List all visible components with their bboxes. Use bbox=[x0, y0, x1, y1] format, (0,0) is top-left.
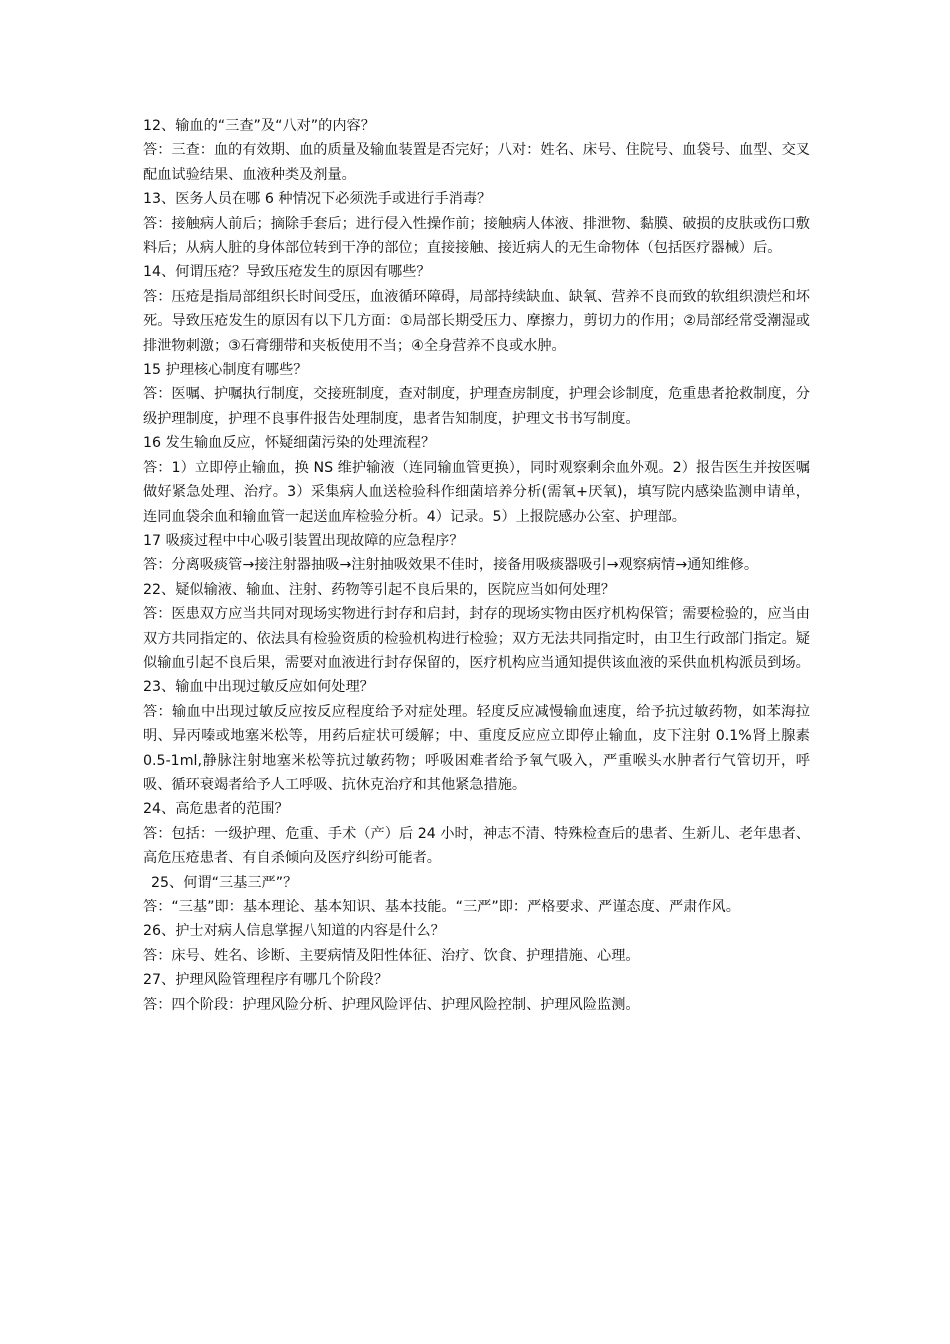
answer-12: 答：三查：血的有效期、血的质量及输血装置是否完好；八对：姓名、床号、住院号、血袋号、血型、交叉配血试验结果、血液种类及剂量。 bbox=[143, 142, 810, 183]
qa-item-16 bbox=[143, 431, 810, 529]
qa-item-15 bbox=[143, 358, 810, 431]
answer-16: 答：1）立即停止输血，换 NS 维护输液（连同输血管更换），同时观察剩余血外观。2）报告医生并按医嘱做好紧急处理、治疗。3）采集病人血送检验科作细菌培养分析(需氧+厌氧)，填写院内感染监测申请单，连同血袋余血和输血管一起送血库检验分析。4）记录。5）上报院感办公室、护理部。 bbox=[143, 459, 810, 525]
answer-26: 答：床号、姓名、诊断、主要病情及阳性体征、治疗、饮食、护理措施、心理。 bbox=[143, 947, 640, 964]
question-17: 17 吸痰过程中中心吸引装置出现故障的应急程序？ bbox=[143, 532, 464, 549]
qa-item-23 bbox=[143, 675, 815, 797]
answer-13: 答：接触病人前后；摘除手套后；进行侵入性操作前；接触病人体液、排泄物、黏膜、破损的皮肤或伤口敷料后；从病人脏的身体部位转到干净的部位；直接接触、接近病人的无生命物体（包括医疗器械）后。 bbox=[143, 215, 810, 257]
qa-item-22 bbox=[143, 578, 810, 676]
qa-item-24 bbox=[143, 797, 810, 870]
question-12: 12、输血的“三查”及“八对”的内容？ bbox=[143, 118, 375, 134]
question-22: 22、疑似输液、输血、注射、药物等引起不良后果的，医院应当如何处理？ bbox=[143, 581, 616, 598]
qa-item-25 bbox=[143, 871, 810, 920]
question-14: 14、何谓压疮？导致压疮发生的原因有哪些？ bbox=[143, 264, 431, 281]
answer-24: 答：包括：一级护理、危重、手术（产）后 24 小时，神志不清、特殊检查后的患者、生新儿、老年患者、高危压疮患者、有自杀倾向及医疗纠纷可能者。 bbox=[143, 825, 810, 867]
answer-25: 答：“三基”即：基本理论、基本知识、基本技能。“三严”即：严格要求、严谨态度、严肃作风。 bbox=[143, 899, 740, 915]
question-16: 16 发生输血反应，怀疑细菌污染的处理流程？ bbox=[143, 435, 436, 452]
qa-item-27 bbox=[143, 968, 810, 1017]
question-24: 24、高危患者的范围？ bbox=[143, 801, 289, 818]
question-23: 23、输血中出现过敏反应如何处理？ bbox=[143, 679, 374, 696]
qa-item-14 bbox=[143, 260, 810, 358]
answer-14: 答：压疮是指局部组织长时间受压，血液循环障碍，局部持续缺血、缺氧、营养不良而致的软组织溃烂和坏死。导致压疮发生的原因有以下几方面：①局部长期受压力、摩擦力，剪切力的作用；②局部经常受潮湿或排泄物刺激；③石膏绷带和夹板使用不当；④全身营养不良或水肿。 bbox=[143, 288, 810, 354]
answer-22: 答：医患双方应当共同对现场实物进行封存和启封，封存的现场实物由医疗机构保管；需要检验的，应当由双方共同指定的、依法具有检验资质的检验机构进行检验；双方无法共同指定时，由卫生行政部门指定。疑似输血引起不良后果，需要对血液进行封存保留的，医疗机构应当通知提供该血液的采供血机构派员到场。 bbox=[143, 606, 810, 671]
question-25: 25、何谓“三基三严”？ bbox=[151, 874, 298, 891]
question-13: 13、医务人员在哪 6 种情况下必须洗手或进行手消毒？ bbox=[143, 191, 492, 208]
question-26: 26、护士对病人信息掌握八知道的内容是什么？ bbox=[143, 923, 445, 940]
answer-27: 答：四个阶段：护理风险分析、护理风险评估、护理风险控制、护理风险监测。 bbox=[143, 996, 640, 1013]
qa-item-13 bbox=[143, 187, 810, 260]
answer-23: 答：输血中出现过敏反应按反应程度给予对症处理。轻度反应减慢输血速度，给予抗过敏药物，如苯海拉明、异丙嗪或地塞米松等，用药后症状可缓解；中、重度反应应立即停止输血，皮下注射 0.1%肾上腺素 0.5-1ml,静脉注射地塞米松等抗过敏药物；呼吸困难者给予氧气吸入，严重喉头水肿者行气管切开，呼吸、循环衰竭者给予人工呼吸、抗休克治疗和其他紧急措施。 bbox=[143, 703, 815, 793]
question-15: 15 护理核心制度有哪些？ bbox=[143, 362, 308, 379]
answer-17: 答：分离吸痰管→接注射器抽吸→注射抽吸效果不佳时，接备用吸痰器吸引→观察病情→通知维修。 bbox=[143, 557, 759, 574]
qa-item-26 bbox=[143, 919, 810, 968]
question-27: 27、护理风险管理程序有哪几个阶段？ bbox=[143, 972, 389, 989]
qa-item-12 bbox=[143, 114, 810, 187]
qa-item-17 bbox=[143, 529, 810, 578]
answer-15: 答：医嘱、护嘱执行制度，交接班制度，查对制度，护理查房制度，护理会诊制度，危重患者抢救制度，分级护理制度，护理不良事件报告处理制度，患者告知制度，护理文书书写制度。 bbox=[143, 386, 810, 427]
document-page bbox=[143, 114, 815, 1017]
